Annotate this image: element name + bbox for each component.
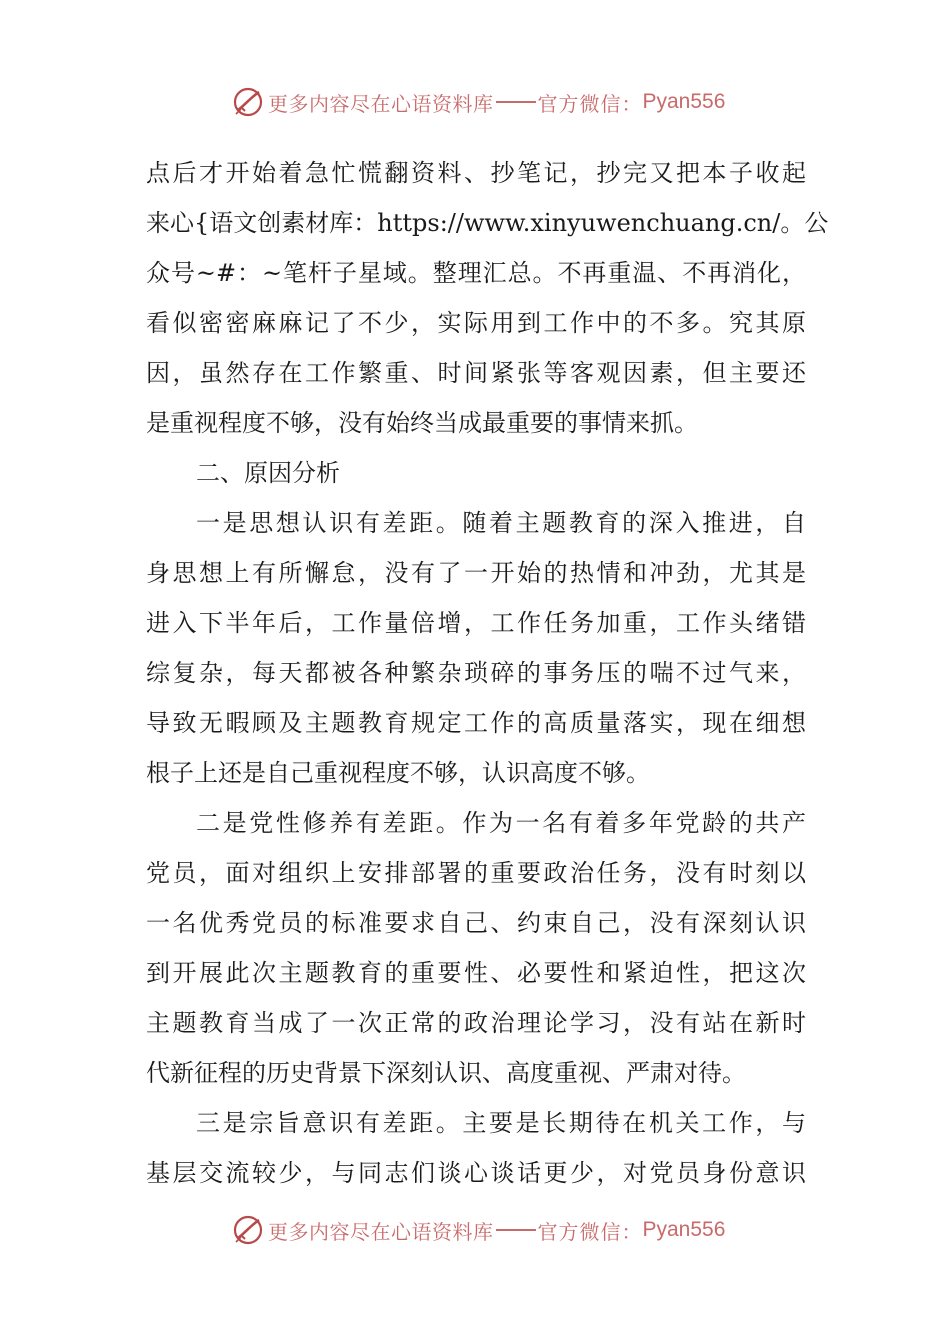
text-line: 根子上还是自己重视程度不够，认识高度不够。 — [146, 759, 650, 787]
pen-logo-icon — [232, 1214, 264, 1246]
text-line: 代新征程的历史背景下深刻认识、高度重视、严肃对待。 — [146, 1059, 746, 1087]
text-line: 一名优秀党员的标准要求自己、约束自己，没有深刻认识 — [146, 909, 806, 937]
text-line: 看似密密麻麻记了不少，实际用到工作中的不多。究其原 — [146, 309, 806, 337]
text-line: 主题教育当成了一次正常的政治理论学习，没有站在新时 — [146, 1009, 806, 1037]
watermark-dash — [496, 101, 536, 103]
header-watermark — [0, 82, 950, 122]
text-line: 基层交流较少，与同志们谈心谈话更少，对党员身份意识 — [146, 1159, 806, 1187]
text-line: 导致无暇顾及主题教育规定工作的高质量落实，现在细想 — [146, 709, 806, 737]
watermark-text: 更多内容尽在心语资料库 — [268, 1219, 494, 1244]
footer-watermark — [0, 1210, 950, 1250]
watermark-label: 官方微信： — [537, 1219, 643, 1244]
document-body — [146, 148, 829, 1198]
section-heading: 二、原因分析 — [196, 459, 340, 487]
text-line: 是重视程度不够，没有始终当成最重要的事情来抓。 — [146, 409, 698, 437]
text-line: 因，虽然存在工作繁重、时间紧张等客观因素，但主要还 — [146, 359, 806, 387]
text-line: 进入下半年后，工作量倍增，工作任务加重，工作头绪错 — [146, 609, 806, 637]
text-line: 一是思想认识有差距。随着主题教育的深入推进，自 — [196, 509, 806, 537]
pen-logo-icon — [232, 86, 264, 118]
watermark-dash — [496, 1229, 536, 1231]
watermark-wechat-id: Pyan556 — [642, 90, 726, 113]
watermark-label: 官方微信： — [537, 91, 643, 116]
text-line: 点后才开始着急忙慌翻资料、抄笔记，抄完又把本子收起 — [146, 159, 806, 187]
watermark-wechat-id: Pyan556 — [642, 1218, 726, 1241]
text-line: 众号~#：~笔杆子星域。整理汇总。不再重温、不再消化， — [146, 259, 806, 287]
text-line: 党员，面对组织上安排部署的重要政治任务，没有时刻以 — [146, 859, 806, 887]
text-line: 二是党性修养有差距。作为一名有着多年党龄的共产 — [196, 809, 806, 837]
text-line: 身思想上有所懈怠，没有了一开始的热情和冲劲，尤其是 — [146, 559, 806, 587]
text-line: 到开展此次主题教育的重要性、必要性和紧迫性，把这次 — [146, 959, 806, 987]
text-line: 综复杂，每天都被各种繁杂琐碎的事务压的喘不过气来， — [146, 659, 806, 687]
text-line: 来心{语文创素材库：https://www.xinyuwenchuang.cn/。公 — [146, 209, 829, 237]
watermark-text: 更多内容尽在心语资料库 — [268, 91, 494, 116]
text-line: 三是宗旨意识有差距。主要是长期待在机关工作，与 — [196, 1109, 806, 1137]
